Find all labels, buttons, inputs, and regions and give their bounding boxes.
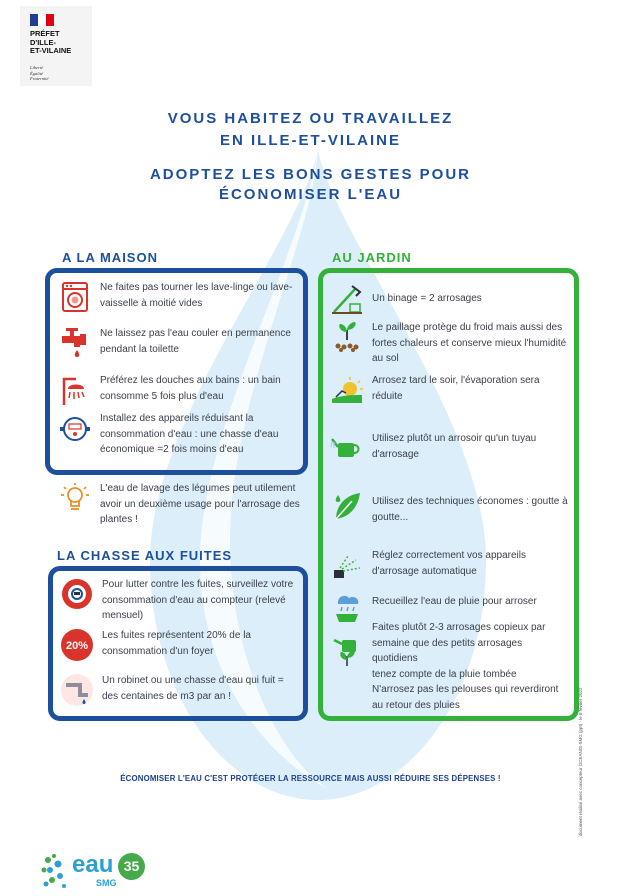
- maison-item: [58, 280, 302, 314]
- header-line-2: EN ILLE-ET-VILAINE: [219, 132, 401, 149]
- jardin-item-text: Un binage = 2 arrosages: [372, 293, 482, 304]
- jardin-item-text: N'arrosez pas les pelouses qui reverdiront au retour des pluies: [372, 684, 559, 711]
- motto-line-3: Fraternité: [30, 76, 49, 81]
- jardin-item: [330, 590, 570, 624]
- sprinkler-icon: [330, 548, 364, 582]
- meter-icon: [60, 577, 94, 611]
- jardin-item-text: tenez compte de la pluie tombée: [372, 668, 517, 680]
- prefet-logo-text: [30, 30, 71, 56]
- logo-line-2: D'ILLE-: [30, 37, 56, 47]
- header-line-4: ÉCONOMISER L'EAU: [218, 186, 403, 203]
- logo-line-3: ET-VILAINE: [30, 46, 72, 55]
- mulch-icon: [330, 320, 364, 354]
- maison-item: [58, 326, 302, 360]
- water-splash-icon: [40, 850, 74, 890]
- fuites-item: [60, 577, 302, 624]
- motto-line-1: Liberté: [30, 65, 43, 70]
- jardin-item: [330, 320, 570, 367]
- maison-item: [58, 373, 302, 407]
- percent-badge-icon: [60, 628, 94, 662]
- hoe-icon: [330, 282, 364, 316]
- fuites-item: [60, 628, 302, 662]
- maison-item-text: Ne laissez pas l'eau couler en permanence pendant la toilette: [100, 328, 291, 355]
- maison-title: A LA MAISON: [62, 250, 158, 265]
- fuites-item: [60, 673, 302, 707]
- maison-item: [58, 411, 302, 458]
- maison-item-text: Ne faites pas tourner les lave-linge ou lave-vaisselle à moitié vides: [100, 282, 293, 309]
- logo-line-1: PRÉFET: [30, 29, 60, 38]
- jardin-item-text: Utilisez des techniques économes : goutte à goutte...: [372, 496, 568, 523]
- jardin-item: [330, 548, 570, 582]
- jardin-item-text-group: [372, 620, 570, 713]
- fuites-title: LA CHASSE AUX FUITES: [57, 548, 233, 563]
- jardin-title: AU JARDIN: [332, 250, 412, 265]
- lightbulb-icon: [58, 481, 92, 515]
- drip-leaf-icon: [330, 489, 364, 523]
- fuites-item-text: Les fuites représentent 20% de la consommation d'un foyer: [102, 630, 251, 657]
- shower-icon: [58, 373, 92, 407]
- rain-collector-icon: [330, 590, 364, 624]
- jardin-item: [330, 373, 570, 407]
- sunset-watering-icon: [330, 373, 364, 407]
- percent-badge-label: 20%: [65, 640, 89, 652]
- jardin-item: [330, 282, 570, 316]
- tap-icon: [58, 326, 92, 360]
- jardin-item: [330, 620, 570, 713]
- french-flag-icon: [30, 14, 54, 26]
- jardin-item-text: Recueillez l'eau de pluie pour arroser: [372, 596, 537, 607]
- republic-motto: [30, 65, 49, 82]
- prefet-logo: [20, 6, 92, 86]
- water-meter-icon: [58, 411, 92, 445]
- washing-machine-icon: [58, 280, 92, 314]
- maison-item-text: Installez des appareils réduisant la consommation d'eau : une chasse d'eau économique =2 fois moins d'eau: [100, 413, 279, 455]
- fuites-item-text: Pour lutter contre les fuites, surveillez votre consommation d'eau au compteur (relevé mensuel): [102, 579, 294, 621]
- maison-item-text: Préférez les douches aux bains : un bain consomme 5 fois plus d'eau: [100, 375, 281, 402]
- motto-line-2: Égalité: [30, 70, 43, 76]
- leaking-pipe-icon: [60, 673, 94, 707]
- eau-smg-label: SMG: [96, 878, 117, 888]
- jardin-item: [330, 431, 570, 465]
- watering-can-icon: [330, 431, 364, 465]
- maison-tip-text: L'eau de lavage des légumes peut utilement avoir un deuxième usage pour l'arrosage des plantes !: [100, 483, 300, 525]
- jardin-item-text: Le paillage protège du froid mais aussi des fortes chaleurs et conserve mieux l'humidité au sol: [372, 322, 567, 364]
- jardin-item-text: Arrosez tard le soir, l'évaporation sera réduite: [372, 375, 540, 402]
- header-line-1: VOUS HABITEZ OU TRAVAILLEZ: [167, 110, 454, 127]
- jardin-item: [330, 489, 570, 525]
- maison-tip: [58, 481, 302, 528]
- jardin-item-text: Faites plutôt 2-3 arrosages copieux par semaine que des petits arrosages quotidiens: [372, 622, 546, 664]
- header-line-3: ADOPTEZ LES BONS GESTES POUR: [149, 166, 472, 183]
- eau35-logo: [40, 848, 150, 892]
- bottom-slogan: ÉCONOMISER L'EAU C'EST PROTÉGER LA RESSOURCE MAIS AUSSI RÉDUIRE SES DÉPENSES !: [120, 774, 501, 783]
- watering-plant-icon: [330, 636, 364, 670]
- fuites-item-text: Un robinet ou une chasse d'eau qui fuit = des centaines de m3 par an !: [102, 675, 284, 702]
- eau-wordmark: eau: [72, 851, 114, 878]
- jardin-item-text: Utilisez plutôt un arrosoir qu'un tuyau d'arrosage: [372, 433, 537, 460]
- eau-number-badge: 35: [118, 853, 145, 880]
- jardin-item-text: Réglez correctement vos appareils d'arrosage automatique: [372, 550, 526, 577]
- document-credit: document réalisé avec concepteur OCEANIS-SMG (ppt) - le 8 février 2022: [578, 687, 583, 836]
